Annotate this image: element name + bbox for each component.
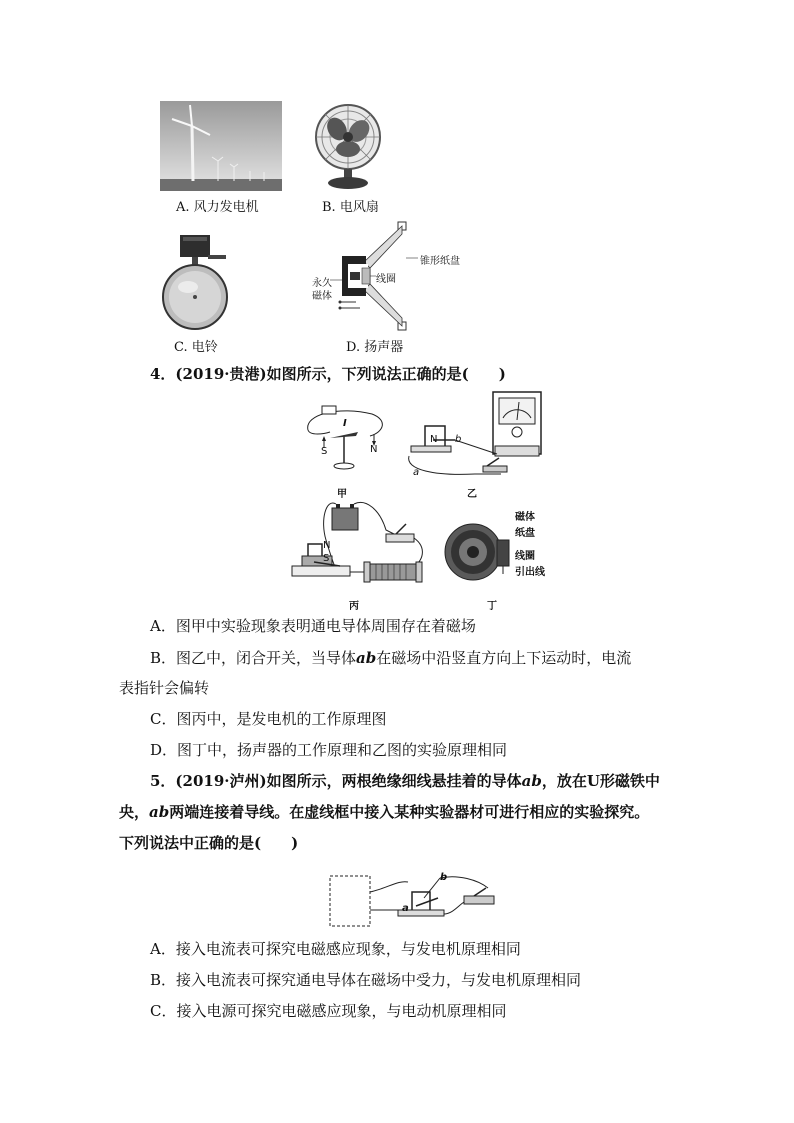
fig-bing-caption: 丙	[349, 601, 359, 612]
fig-yi-N: N	[430, 434, 438, 445]
option-a-caption: A. 风力发电机	[176, 200, 259, 215]
fig-ding-caption: 丁	[487, 601, 497, 612]
q5-stem-var-1: ab	[521, 772, 542, 790]
q5-figure	[328, 870, 504, 930]
speaker-cone-label: 锥形纸盘	[420, 256, 460, 267]
q5-option-a: A．接入电流表可探究电磁感应现象，与发电机原理相同	[150, 940, 521, 958]
q4-option-b-text-2: 在磁场中沿竖直方向上下运动时，电流	[376, 649, 632, 667]
q5-stem-text-4: 两端连接着导线。在虚线框中接入某种实验器材可进行相应的实验探究。	[169, 803, 650, 821]
fig-ding-magnet-label: 磁体	[515, 512, 535, 523]
q5-stem-line3: 下列说法中正确的是( )	[119, 834, 299, 852]
q4-option-a: A．图甲中实验现象表明通电导体周围存在着磁场	[150, 617, 476, 635]
q4-figure-yi	[405, 388, 545, 484]
q5-stem-var-2: ab	[149, 803, 170, 821]
fig-yi-caption: 乙	[467, 489, 477, 500]
option-c-caption: C. 电铃	[174, 340, 218, 355]
q5-figure-b: b	[440, 872, 448, 883]
q4-figure-bing	[286, 500, 434, 596]
q5-stem-text-3: 央，	[119, 803, 150, 821]
q5-figure-a: a	[402, 903, 409, 914]
fig-yi-b: b	[455, 434, 462, 445]
speaker-magnet-label-2: 磁体	[312, 291, 332, 302]
q5-option-b: B．接入电流表可探究通电导体在磁场中受力，与发电机原理相同	[150, 971, 582, 989]
q4-figure-ding	[443, 508, 513, 600]
fig-jia-S: S	[321, 446, 328, 457]
fig-ding-lead-label: 引出线	[515, 567, 545, 578]
speaker-coil-label: 线圈	[376, 274, 396, 285]
q5-stem-text-2: ，放在U形磁铁中	[541, 772, 660, 790]
electric-bell-image	[160, 233, 230, 331]
q4-option-d: D．图丁中，扬声器的工作原理和乙图的实验原理相同	[150, 741, 508, 759]
fig-bing-N: N	[323, 540, 331, 551]
fig-ding-coil-label: 线圈	[515, 551, 535, 562]
fig-jia-I: I	[343, 418, 347, 429]
q4-stem: 4．(2019·贵港)如图所示，下列说法正确的是( )	[150, 365, 506, 383]
fig-yi-a: a	[413, 467, 420, 478]
fig-jia-caption: 甲	[337, 489, 347, 500]
q5-stem-line2	[119, 802, 649, 822]
wind-turbine-image	[160, 101, 282, 191]
q5-stem-line1	[150, 771, 660, 791]
speaker-magnet-label-1: 永久	[312, 278, 332, 289]
fig-bing-S: S	[323, 553, 330, 564]
option-d-caption: D. 扬声器	[346, 340, 404, 355]
q4-figure-jia	[300, 396, 390, 482]
fig-ding-cone-label: 纸盘	[515, 528, 535, 539]
q5-option-c: C．接入电源可探究电磁感应现象，与电动机原理相同	[150, 1002, 507, 1020]
q4-option-c: C．图丙中，是发电机的工作原理图	[150, 710, 387, 728]
electric-fan-image	[313, 101, 383, 191]
q4-option-b-text-1: B．图乙中，闭合开关，当导体	[150, 649, 357, 667]
fig-jia-N: N	[370, 444, 378, 455]
q4-option-b-var: ab	[356, 649, 377, 667]
q4-option-b-line1	[150, 648, 631, 668]
q4-option-b-line2: 表指针会偏转	[119, 679, 210, 697]
q5-stem-text-1: 5．(2019·泸州)如图所示，两根绝缘细线悬挂着的导体	[150, 772, 522, 790]
option-b-caption: B. 电风扇	[322, 200, 379, 215]
